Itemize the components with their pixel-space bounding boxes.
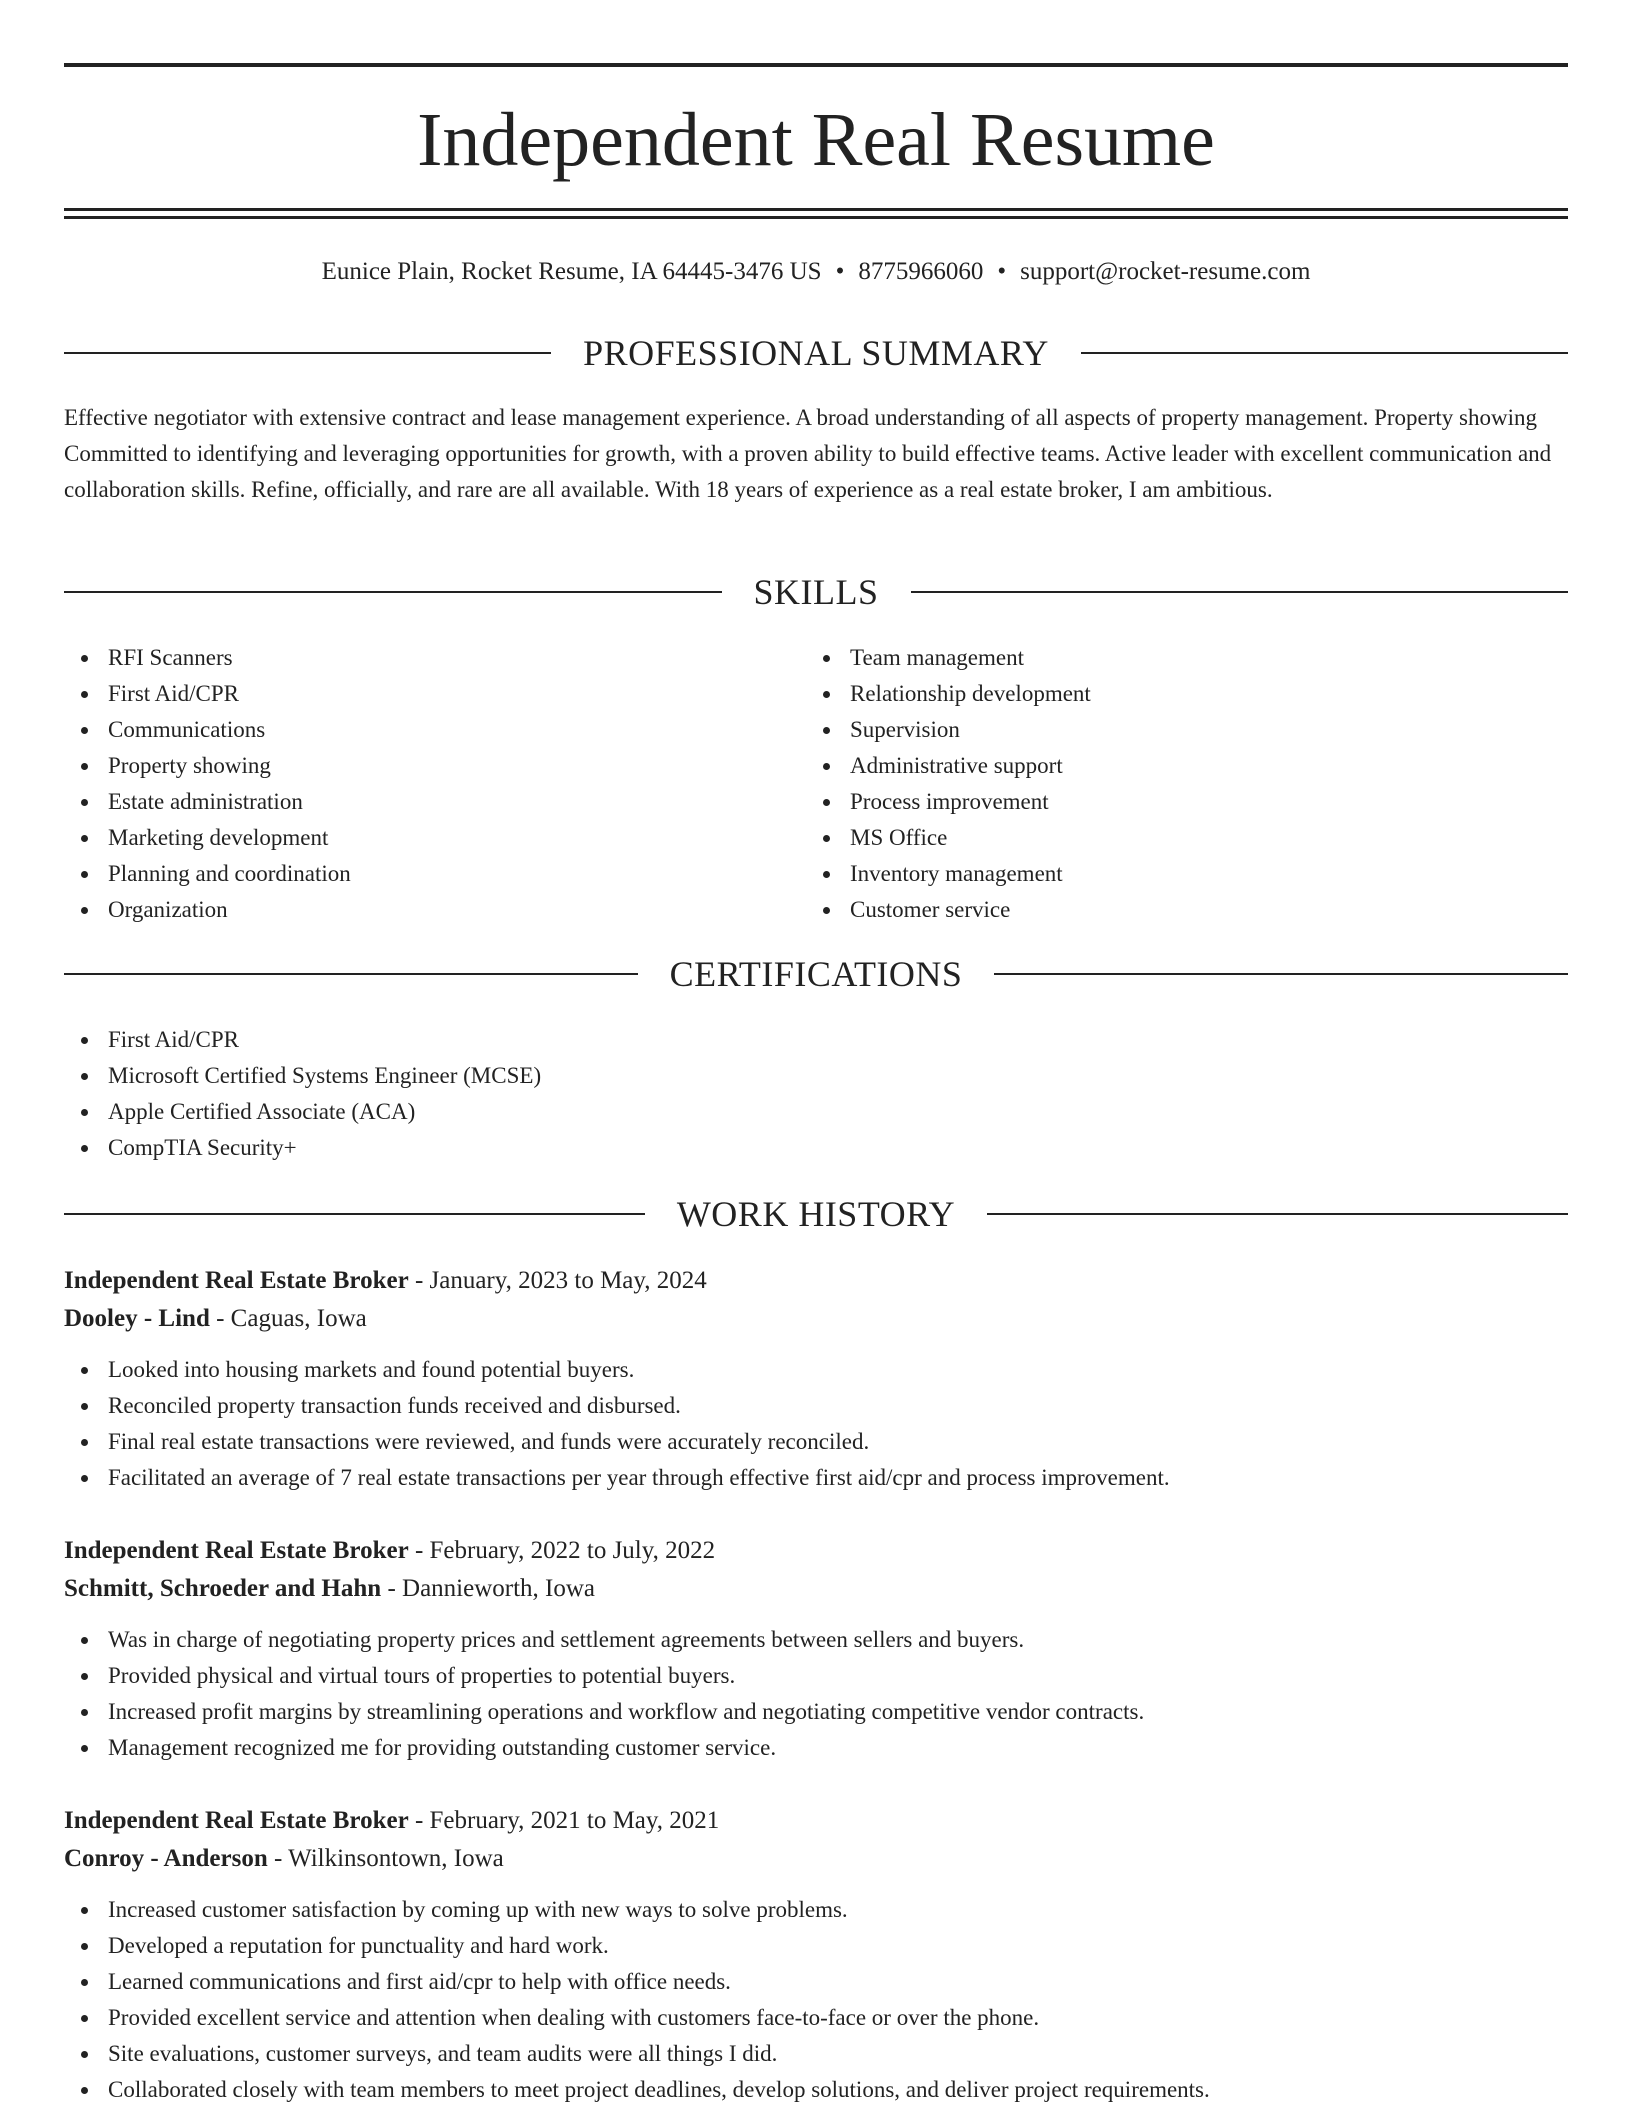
heading-rule-right [987, 1213, 1568, 1215]
heading-rule-right [994, 973, 1568, 975]
skill-item: Administrative support [806, 748, 1546, 784]
skill-item: Inventory management [806, 856, 1546, 892]
heading-rule-left [64, 591, 722, 593]
job-dates: - February, 2022 to July, 2022 [408, 1537, 716, 1564]
certification-item: Apple Certified Associate (ACA) [64, 1094, 1568, 1130]
skill-item: Planning and coordination [64, 856, 804, 892]
job-location: - Caguas, Iowa [209, 1305, 367, 1332]
job-title: Independent Real Estate Broker [64, 1537, 409, 1564]
job-title: Independent Real Estate Broker [64, 1267, 409, 1294]
job-bullet: Provided physical and virtual tours of properties to potential buyers. [64, 1658, 1568, 1694]
contact-phone: 8775966060 [858, 258, 984, 285]
job-bullet: Facilitated an average of 7 real estate transactions per year through effective first aid/cpr and process improvement. [64, 1460, 1568, 1496]
skills-heading-text: SKILLS [753, 572, 879, 612]
skill-item: Team management [806, 640, 1546, 676]
skill-item: RFI Scanners [64, 640, 804, 676]
summary-text: Effective negotiator with extensive contract and lease management experience. A broad understanding of all aspects of property management. Property showing Committed to identifying and leveraging opportunities for growth, with a proven ability to build effective teams. Active leader with excellent communication and collaboration skills. Refine, officially, and rare are all available. With 18 years of experience as a real estate broker, I am ambitious. [64, 405, 1552, 502]
job-bullets [64, 1892, 1568, 2108]
certification-item: CompTIA Security+ [64, 1130, 1568, 1166]
job-bullet: Management recognized me for providing outstanding customer service. [64, 1730, 1568, 1766]
job-bullet: Final real estate transactions were reviewed, and funds were accurately reconciled. [64, 1424, 1568, 1460]
job-company-line [64, 1300, 1568, 1338]
skills-heading [64, 570, 1568, 614]
certifications-heading-text: CERTIFICATIONS [669, 954, 963, 994]
job-bullet: Learned communications and first aid/cpr to help with office needs. [64, 1964, 1568, 2000]
contact-address: Eunice Plain, Rocket Resume, IA 64445-3476 US [321, 258, 822, 285]
job-bullet: Developed a reputation for punctuality and hard work. [64, 1928, 1568, 1964]
heading-rule-left [64, 973, 638, 975]
job-company: Schmitt, Schroeder and Hahn [64, 1575, 382, 1602]
heading-rule-left [64, 352, 551, 354]
skill-item: Process improvement [806, 784, 1546, 820]
work-history-heading-text: WORK HISTORY [676, 1194, 956, 1234]
contact-separator: • [835, 258, 845, 285]
resume-title: Independent Real Resume [417, 98, 1215, 182]
certification-item: Microsoft Certified Systems Engineer (MCSE) [64, 1058, 1568, 1094]
contact-separator: • [997, 258, 1007, 285]
heading-rule-right [911, 591, 1569, 593]
summary-heading [64, 331, 1568, 375]
skill-item: MS Office [806, 820, 1546, 856]
title-rule-upper [64, 208, 1568, 211]
job-title-line [64, 1262, 1568, 1300]
job-entry [64, 1802, 1568, 2108]
job-bullet: Provided excellent service and attention when dealing with customers face-to-face or over the phone. [64, 2000, 1568, 2036]
job-bullet: Was in charge of negotiating property prices and settlement agreements between sellers and buyers. [64, 1622, 1568, 1658]
job-entry [64, 1532, 1568, 1766]
job-bullets [64, 1622, 1568, 1766]
skill-item: Marketing development [64, 820, 804, 856]
job-title: Independent Real Estate Broker [64, 1807, 409, 1834]
job-bullets [64, 1352, 1568, 1496]
certification-item: First Aid/CPR [64, 1022, 1568, 1058]
job-company: Dooley - Lind [64, 1305, 210, 1332]
skill-item: Estate administration [64, 784, 804, 820]
certifications-heading [64, 952, 1568, 996]
job-company-line [64, 1570, 1568, 1608]
skills-list-right [806, 640, 1546, 928]
job-company-line [64, 1840, 1568, 1878]
contact-email: support@rocket-resume.com [1020, 258, 1311, 285]
certifications-list [64, 1022, 1568, 1166]
job-title-line [64, 1802, 1568, 1840]
job-bullet: Looked into housing markets and found potential buyers. [64, 1352, 1568, 1388]
job-bullet: Increased customer satisfaction by coming up with new ways to solve problems. [64, 1892, 1568, 1928]
skill-item: Customer service [806, 892, 1546, 928]
job-title-line [64, 1532, 1568, 1570]
top-rule [64, 63, 1568, 67]
summary-heading-text: PROFESSIONAL SUMMARY [583, 333, 1049, 373]
job-bullet: Reconciled property transaction funds received and disbursed. [64, 1388, 1568, 1424]
skill-item: Relationship development [806, 676, 1546, 712]
skill-item: Organization [64, 892, 804, 928]
job-location: - Wilkinsontown, Iowa [267, 1845, 504, 1872]
skill-item: Communications [64, 712, 804, 748]
title-rule-lower [64, 216, 1568, 219]
skill-item: Supervision [806, 712, 1546, 748]
job-entry [64, 1262, 1568, 1496]
skill-item: First Aid/CPR [64, 676, 804, 712]
heading-rule-left [64, 1213, 645, 1215]
skills-list-left [64, 640, 804, 928]
job-dates: - February, 2021 to May, 2021 [408, 1807, 720, 1834]
contact-line [64, 256, 1568, 288]
work-history-heading [64, 1192, 1568, 1236]
job-location: - Dannieworth, Iowa [381, 1575, 596, 1602]
skill-item: Property showing [64, 748, 804, 784]
job-bullet: Collaborated closely with team members to meet project deadlines, develop solutions, and deliver project requirements. [64, 2072, 1568, 2108]
heading-rule-right [1081, 352, 1568, 354]
job-bullet: Site evaluations, customer surveys, and team audits were all things I did. [64, 2036, 1568, 2072]
job-dates: - January, 2023 to May, 2024 [408, 1267, 707, 1294]
job-bullet: Increased profit margins by streamlining operations and workflow and negotiating competitive vendor contracts. [64, 1694, 1568, 1730]
job-company: Conroy - Anderson [64, 1845, 268, 1872]
